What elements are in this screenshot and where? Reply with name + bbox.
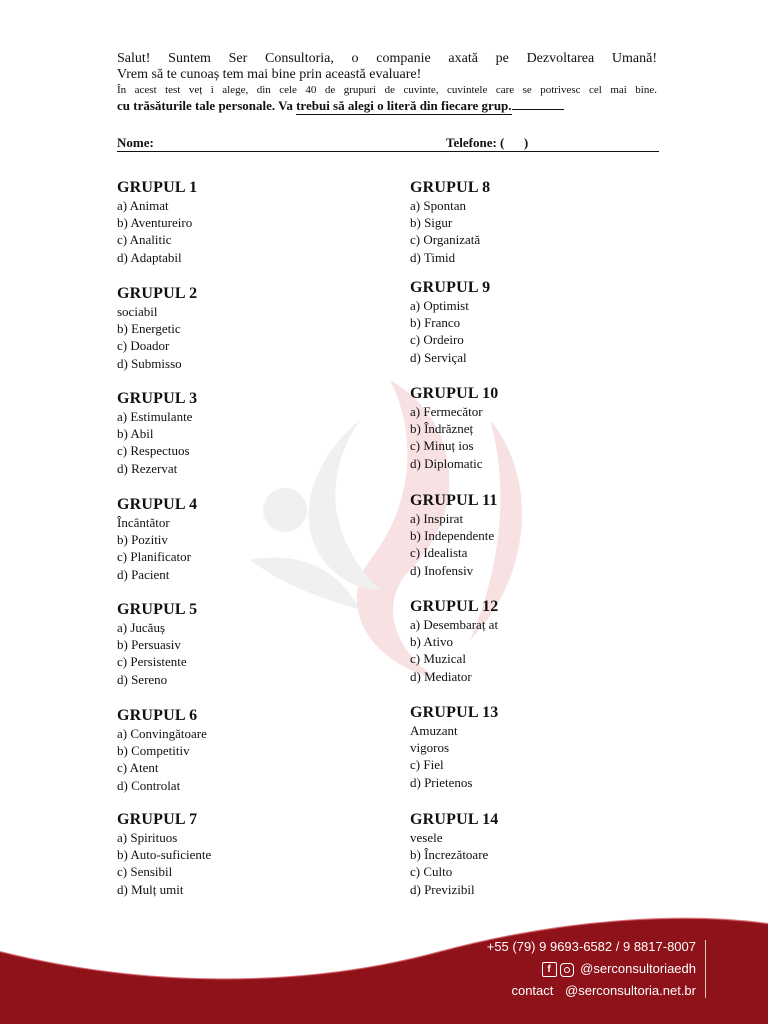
name-field-label: Nome: [117,135,154,150]
group-option[interactable]: b) Competitiv [117,743,190,759]
group-option[interactable]: c) Organizată [410,232,481,248]
group-option[interactable]: a) Estimulante [117,409,193,424]
footer-contact-label: contact [511,983,554,998]
group-option[interactable]: a) Jucăuș [117,620,166,635]
group-option[interactable]: c) Sensibil [117,864,173,880]
group-title: GRUPUL 7 [117,811,198,828]
group-option[interactable]: b) Îndrăzneț [410,421,474,437]
group-title: GRUPUL 13 [410,704,499,721]
group-option[interactable]: vigoros [410,740,449,756]
group-13 [410,703,670,791]
group-5 [117,600,377,688]
group-option[interactable]: a) Spontan [410,198,466,213]
group-option[interactable]: b) Sigur [410,215,453,231]
group-option[interactable]: d) Previzibil [410,881,475,897]
footer-divider [705,940,706,998]
group-12 [410,597,670,685]
group-option[interactable]: a) Optimist [410,298,469,313]
group-14 [410,810,670,898]
group-option[interactable]: b) Ativo [410,634,453,650]
group-option[interactable]: b) Franco [410,315,461,331]
group-8 [410,178,670,266]
group-title: GRUPUL 11 [410,492,498,509]
group-option[interactable]: d) Mulț umit [117,881,184,897]
intro-line-4-underlined: trebui să alegi o literă din fiecare grup. [296,98,512,113]
group-option[interactable]: b) Energetic [117,321,181,337]
group-11 [410,491,670,579]
group-9 [410,278,670,366]
group-option[interactable]: d) Serviçal [410,349,467,365]
group-option[interactable]: c) Atent [117,760,159,776]
group-title: GRUPUL 1 [117,179,198,196]
group-2 [117,284,377,372]
intro-text [117,50,657,115]
group-option[interactable]: sociabil [117,304,158,319]
contact-fields-row[interactable] [117,134,659,152]
group-title: GRUPUL 9 [410,279,491,296]
group-option[interactable]: a) Spirituos [117,830,178,845]
group-option[interactable]: a) Desembaraț at [410,617,499,632]
group-option[interactable]: d) Pacient [117,566,170,582]
group-option[interactable]: Încântător [117,515,170,530]
group-option[interactable]: a) Animat [117,198,169,213]
group-option[interactable]: c) Fiel [410,757,444,773]
group-option[interactable]: d) Prietenos [410,774,473,790]
phone-field-label: Telefone: ( ) [446,135,529,150]
footer-social-row[interactable] [487,958,696,980]
group-option[interactable]: b) Aventureiro [117,215,193,231]
footer-contacts [487,936,696,1002]
instagram-icon[interactable] [560,963,574,977]
group-title: GRUPUL 8 [410,179,491,196]
group-option[interactable]: b) Auto-suficiente [117,847,212,863]
group-option[interactable]: a) Convingătoare [117,726,207,741]
group-option[interactable]: d) Inofensiv [410,562,474,578]
group-title: GRUPUL 5 [117,601,198,618]
group-1 [117,178,377,266]
group-option[interactable]: c) Culto [410,864,453,880]
group-title: GRUPUL 10 [410,385,499,402]
group-option[interactable]: c) Minuț ios [410,438,474,454]
group-6 [117,706,377,794]
intro-underline-tail [512,108,564,110]
group-option[interactable]: c) Persistente [117,654,187,670]
group-option[interactable]: d) Diplomatic [410,455,483,471]
group-option[interactable]: d) Submisso [117,355,182,371]
intro-line-4 [117,97,612,115]
group-title: GRUPUL 2 [117,285,198,302]
group-4 [117,495,377,583]
group-option[interactable]: a) Inspirat [410,511,464,526]
group-title: GRUPUL 4 [117,496,198,513]
group-7 [117,810,377,898]
intro-line-4-text: cu trăsăturile tale personale. Va [117,98,297,113]
group-option[interactable]: vesele [410,830,443,845]
footer-phone: +55 (79) 9 9693-6582 / 9 8817-8007 [486,939,696,954]
group-option[interactable]: d) Timid [410,249,456,265]
group-option[interactable]: b) Persuasiv [117,637,181,653]
group-10 [410,384,670,472]
group-option[interactable]: c) Ordeiro [410,332,464,348]
group-option[interactable]: d) Controlat [117,777,181,793]
group-option[interactable]: c) Muzical [410,651,466,667]
group-option[interactable]: d) Sereno [117,671,168,687]
group-title: GRUPUL 14 [410,811,499,828]
intro-line-2: Vrem să te cunoaș tem mai bine prin această evaluare! [117,67,422,82]
intro-line-1: Salut! Suntem Ser Consultoria, o companie axată pe Dezvoltarea Umană! [117,51,657,66]
group-option[interactable]: b) Încrezătoare [410,847,489,863]
group-option[interactable]: b) Abil [117,426,154,442]
group-3 [117,389,377,477]
group-option[interactable]: d) Rezervat [117,460,178,476]
group-option[interactable]: c) Doador [117,338,170,354]
facebook-icon[interactable]: f [542,962,557,977]
group-title: GRUPUL 3 [117,390,198,407]
group-option[interactable]: c) Planificator [117,549,191,565]
group-option[interactable]: d) Mediator [410,668,472,684]
footer-website[interactable]: @serconsultoria.net.br [565,983,696,998]
footer-band [0,912,768,1024]
group-option[interactable]: c) Respectuos [117,443,190,459]
intro-line-3: În acest test veț i alege, din cele 40 de grupuri de cuvinte, cuvintele care se potrivesc cel mai bine. [117,84,657,96]
group-title: GRUPUL 12 [410,598,499,615]
group-title: GRUPUL 6 [117,707,198,724]
group-option[interactable]: d) Adaptabil [117,249,182,265]
group-option[interactable]: c) Idealista [410,545,468,561]
group-option[interactable]: Amuzant [410,723,458,738]
group-option[interactable]: a) Fermecător [410,404,483,419]
footer-social-handle[interactable]: @serconsultoriaedh [580,961,696,976]
group-option[interactable]: b) Pozitiv [117,532,168,548]
footer-website-row[interactable] [487,980,696,1002]
group-option[interactable]: b) Independente [410,528,495,544]
group-option[interactable]: c) Analitic [117,232,172,248]
